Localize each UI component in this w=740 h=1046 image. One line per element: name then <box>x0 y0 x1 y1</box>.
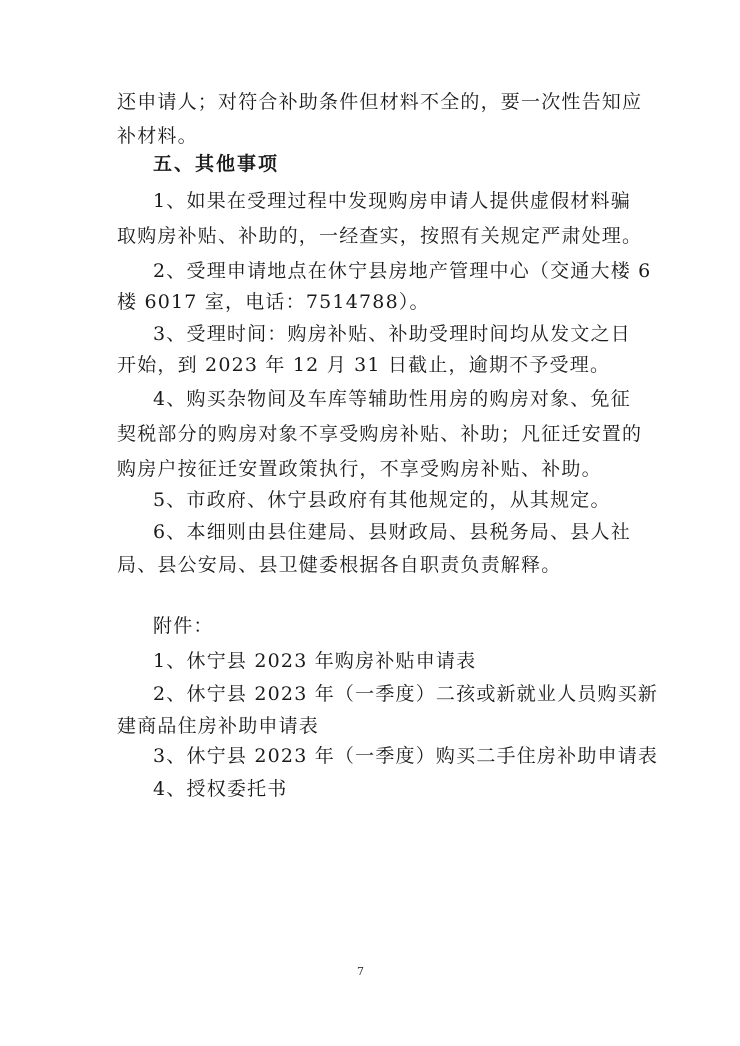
item-3-line-2: 开始，到 2023 年 12 月 31 日截止，逾期不予受理。 <box>117 354 611 376</box>
page-number: 7 <box>357 965 364 978</box>
item-3-line-1: 3、受理时间：购房补贴、补助受理时间均从发文之日 <box>153 323 631 345</box>
continuation-line-1: 还申请人；对符合补助条件但材料不全的，要一次性告知应 <box>117 91 643 113</box>
item-6-line-2: 局、县公安局、县卫健委根据各自职责负责解释。 <box>117 554 562 576</box>
attachment-4: 4、授权委托书 <box>153 778 288 800</box>
attachments-heading: 附件： <box>153 615 214 637</box>
item-6-line-1: 6、本细则由县住建局、县财政局、县税务局、县人社 <box>153 521 631 543</box>
item-1-line-1: 1、如果在受理过程中发现购房申请人提供虚假材料骗 <box>153 190 631 212</box>
attachment-2-line-1: 2、休宁县 2023 年（一季度）二孩或新就业人员购买新 <box>153 683 659 705</box>
item-2-line-2: 楼 6017 室，电话：7514788）。 <box>117 291 430 313</box>
attachment-1: 1、休宁县 2023 年购房补贴申请表 <box>153 650 477 672</box>
item-4-line-1: 4、购买杂物间及车库等辅助性用房的购房对象、免征 <box>153 388 631 410</box>
item-2-line-1: 2、受理申请地点在休宁县房地产管理中心（交通大楼 6 <box>153 260 652 282</box>
continuation-line-2: 补材料。 <box>117 125 198 147</box>
item-4-line-2: 契税部分的购房对象不享受购房补贴、补助；凡征迁安置的 <box>117 423 643 445</box>
item-4-line-3: 购房户按征迁安置政策执行，不享受购房补贴、补助。 <box>117 458 602 480</box>
attachment-2-line-2: 建商品住房补助申请表 <box>117 715 320 737</box>
item-5-line-1: 5、市政府、休宁县政府有其他规定的，从其规定。 <box>153 489 611 511</box>
attachment-3: 3、休宁县 2023 年（一季度）购买二手住房补助申请表 <box>153 745 659 767</box>
section-heading: 五、其他事项 <box>153 153 280 175</box>
item-1-line-2: 取购房补贴、补助的，一经查实，按照有关规定严肃处理。 <box>117 225 643 247</box>
